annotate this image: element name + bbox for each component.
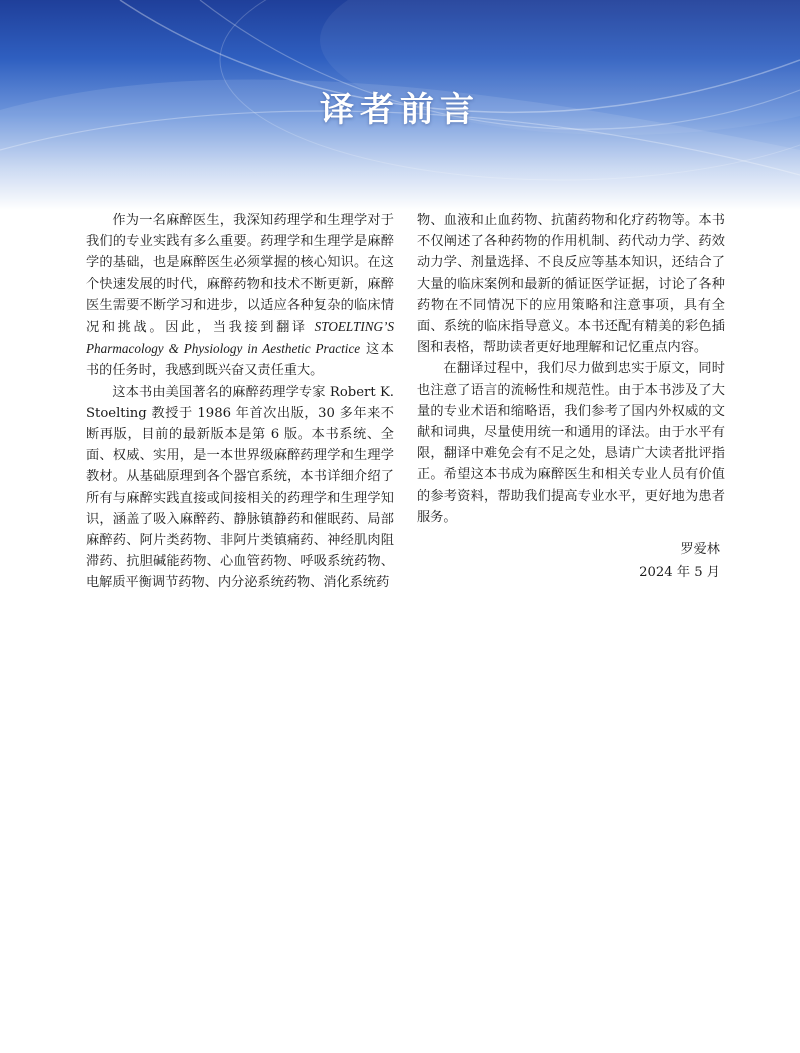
translator-name: 罗爱林 xyxy=(680,542,720,557)
paragraph-1-text-a: 作为一名麻醉医生，我深知药理学和生理学对于我们的专业实践有多么重要。药理学和生理学是麻醉学的基础，也是麻醉医生必须掌握的核心知识。在这个快速发展的时代，麻醉药物和技术不断更新，麻醉医生需要不断学习和进步，以适应各种复杂的临床情况和挑战。因此，当我接到翻译 xyxy=(86,213,394,336)
paragraph-3: 在翻译过程中，我们尽力做到忠实于原文，同时也注意了语言的流畅性和规范性。由于本书涉及了大量的专业术语和缩略语，我们参考了国内外权威的文献和词典，尽量使用统一和通用的译法。由于水平有限，翻译中难免会有不足之处，恳请广大读者批评指正。希望这本书成为麻醉医生和相关专业人员有价值的参考资料，帮助我们提高专业水平，更好地为患者服务。 xyxy=(417,361,725,525)
header-banner xyxy=(0,0,800,210)
text-column-left xyxy=(86,210,394,594)
text-column-right xyxy=(417,210,725,528)
paragraph-1 xyxy=(86,210,394,382)
paragraph-1-text-b: 这本书的任务时，我感到既兴奋又责任重大。 xyxy=(86,342,394,379)
page-title: 译者前言 xyxy=(320,90,480,130)
paragraph-2-continued: 物、血液和止血药物、抗菌药物和化疗药物等。本书不仅阐述了各种药物的作用机制、药代动力学、药效动力学、剂量选择、不良反应等基本知识，还结合了大量的临床案例和最新的循证医学证据，讨论了各种药物在不同情况下的应用策略和注意事项，具有全面、系统的临床指导意义。本书还配有精美的彩色插图和表格，帮助读者更好地理解和记忆重点内容。 xyxy=(417,213,725,356)
paragraph-2: 这本书由美国著名的麻醉药理学专家 Robert K. Stoelting 教授于 1986 年首次出版，30 多年来不断再版，目前的最新版本是第 6 版。本书系统、全面、权威、实用，是一本世界级麻醉药理学和生理学教材。从基础原理到各个器官系统，本书详细介绍了所有与麻醉实践直接或间接相关的药理学和生理学知识，涵盖了吸入麻醉药、静脉镇静药和催眠药、局部麻醉药、阿片类药物、非阿片类镇痛药、神经肌肉阻滞药、抗胆碱能药物、心血管药物、呼吸系统药物、电解质平衡调节药物、内分泌系统药物、消化系统药 xyxy=(86,384,394,591)
book-title: STOELTING’S Pharmacology & Physiology in Aesthetic Practice xyxy=(86,319,395,357)
signature-date: 2024 年 5 月 xyxy=(639,565,720,580)
